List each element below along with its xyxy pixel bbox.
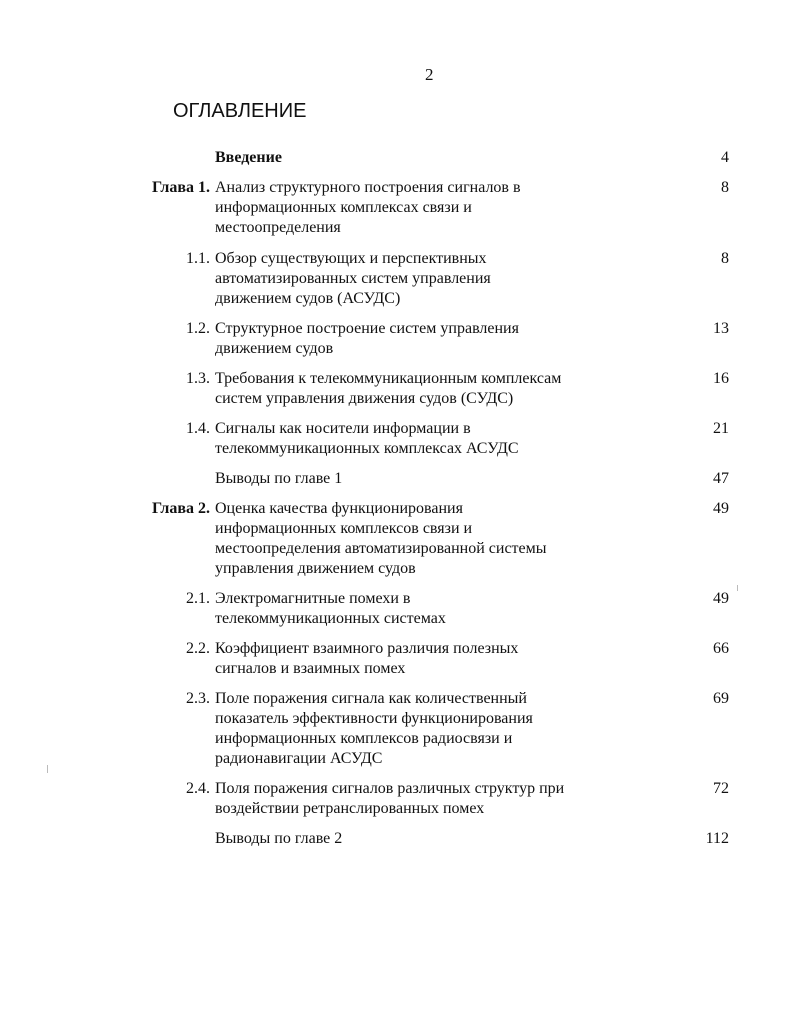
toc-entry-label: 1.1. bbox=[186, 250, 210, 267]
toc-line: систем управления движения судов (СУДС) bbox=[215, 390, 514, 407]
toc-entry-page: 8 bbox=[721, 250, 729, 267]
toc-entry-text bbox=[215, 178, 635, 238]
toc-line: Поля поражения сигналов различных структур при bbox=[215, 780, 565, 797]
toc-entry-label: 2.2. bbox=[186, 640, 210, 657]
toc-line: Коэффициент взаимного различия полезных bbox=[215, 640, 519, 657]
toc-entry-text bbox=[215, 419, 635, 459]
toc-line: воздействии ретранслированных помех bbox=[215, 800, 485, 817]
toc-line: Сигналы как носители информации в bbox=[215, 420, 471, 437]
toc-entry-page: 21 bbox=[713, 420, 729, 437]
toc-entry-page: 49 bbox=[713, 500, 729, 517]
toc-entry-label: 1.4. bbox=[186, 420, 210, 437]
toc-line: движением судов bbox=[215, 340, 334, 357]
toc-entry-page: 72 bbox=[713, 780, 729, 797]
toc-entry-text bbox=[215, 639, 635, 679]
toc-entry-label: Глава 1. bbox=[152, 179, 210, 196]
toc-entry-label: 2.3. bbox=[186, 690, 210, 707]
page-number: 2 bbox=[425, 65, 434, 84]
toc-entry-label: 2.1. bbox=[186, 590, 210, 607]
toc-line: телекоммуникационных системах bbox=[215, 610, 446, 627]
toc-line: информационных комплексах связи и bbox=[215, 199, 472, 216]
toc-entry-text bbox=[215, 369, 635, 409]
toc-line: Требования к телекоммуникационным комплексам bbox=[215, 370, 562, 387]
toc-entry-page: 69 bbox=[713, 690, 729, 707]
toc-line: информационных комплексов связи и bbox=[215, 520, 473, 537]
toc-entry-page: 13 bbox=[713, 320, 729, 337]
toc-entry-page: 4 bbox=[721, 149, 729, 166]
toc-line: Анализ структурного построения сигналов в bbox=[215, 179, 521, 196]
toc-entry-text bbox=[215, 319, 635, 359]
toc-line: автоматизированных систем управления bbox=[215, 270, 491, 287]
toc-entry-text: Введение bbox=[215, 149, 282, 166]
toc-line: радионавигации АСУДС bbox=[215, 750, 383, 767]
toc-line: показатель эффективности функционирования bbox=[215, 710, 533, 727]
toc-entry-label: Глава 2. bbox=[152, 500, 210, 517]
toc-entry-text: Выводы по главе 2 bbox=[215, 830, 343, 847]
toc-line: Обзор существующих и перспективных bbox=[215, 250, 487, 267]
toc-entry-label: 1.3. bbox=[186, 370, 210, 387]
toc-entry-text bbox=[215, 249, 635, 309]
toc-entry-page: 8 bbox=[721, 179, 729, 196]
toc-entry-text bbox=[215, 779, 635, 819]
toc-line: местоопределения bbox=[215, 219, 341, 236]
toc-entry-text bbox=[215, 689, 635, 769]
toc-line: телекоммуникационных комплексах АСУДС bbox=[215, 440, 519, 457]
toc-entry-label: 2.4. bbox=[186, 780, 210, 797]
toc-line: местоопределения автоматизированной системы bbox=[215, 540, 547, 557]
toc-entry-page: 16 bbox=[713, 370, 729, 387]
toc-entry-label: 1.2. bbox=[186, 320, 210, 337]
toc-line: Электромагнитные помехи в bbox=[215, 590, 411, 607]
toc-entry-page: 47 bbox=[713, 470, 729, 487]
toc-line: Структурное построение систем управления bbox=[215, 320, 519, 337]
toc-line: сигналов и взаимных помех bbox=[215, 660, 406, 677]
scan-mark bbox=[47, 765, 48, 773]
toc-entry-text: Выводы по главе 1 bbox=[215, 470, 343, 487]
toc-line: Поле поражения сигнала как количественный bbox=[215, 690, 527, 707]
page-title: ОГЛАВЛЕНИЕ bbox=[173, 100, 307, 122]
toc-line: Оценка качества функционирования bbox=[215, 500, 463, 517]
scan-mark bbox=[737, 585, 738, 591]
toc-entry-text bbox=[215, 499, 635, 579]
toc-entry-page: 112 bbox=[705, 830, 729, 847]
toc-line: движением судов (АСУДС) bbox=[215, 290, 401, 307]
toc-entry-text bbox=[215, 589, 635, 629]
toc-line: управления движением судов bbox=[215, 560, 416, 577]
toc-entry-page: 49 bbox=[713, 590, 729, 607]
toc-line: информационных комплексов радиосвязи и bbox=[215, 730, 513, 747]
toc-entry-page: 66 bbox=[713, 640, 729, 657]
